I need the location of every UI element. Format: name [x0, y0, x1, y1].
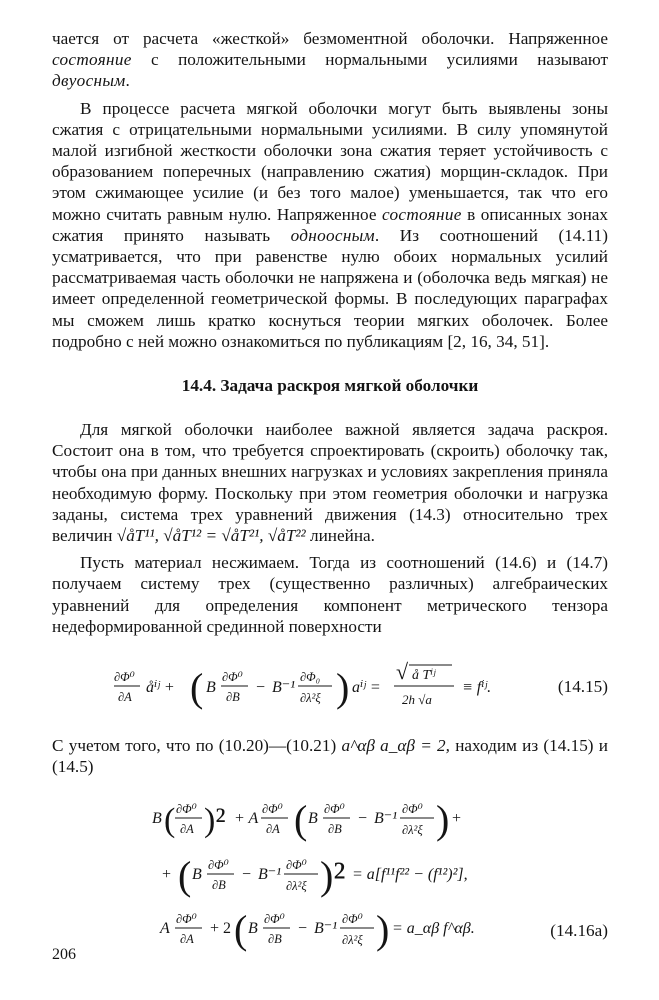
- equation-14-15: [52, 659, 608, 715]
- svg-text:−: −: [358, 810, 368, 828]
- svg-text:∂A: ∂A: [180, 822, 194, 837]
- svg-text:∂Φ⁰: ∂Φ⁰: [222, 670, 243, 685]
- svg-text:∂B: ∂B: [268, 932, 282, 947]
- inline-math-tensor-components: √åT¹¹, √åT¹² = √åT²¹, √åT²²: [116, 526, 306, 546]
- paragraph-1: чается от расчета «жесткой» безмоментной оболочки. Напряженное состояние с положительными нормальными усилиями называют двуосным.: [52, 29, 608, 91]
- svg-text:∂λ²ξ: ∂λ²ξ: [402, 823, 423, 838]
- svg-text:B⁻¹: B⁻¹: [374, 810, 398, 828]
- svg-text:B⁻¹: B⁻¹: [314, 920, 338, 938]
- svg-text:B⁻¹: B⁻¹: [258, 866, 282, 884]
- svg-text:∂Φ⁰: ∂Φ⁰: [264, 912, 285, 927]
- svg-text:∂Φ⁰: ∂Φ⁰: [342, 912, 363, 927]
- svg-text:∂λ²ξ: ∂λ²ξ: [300, 691, 321, 706]
- svg-text:∂Φ⁰: ∂Φ⁰: [114, 670, 135, 685]
- svg-text:(: (: [234, 907, 248, 953]
- svg-text:+: +: [452, 810, 462, 828]
- svg-text:A: A: [160, 920, 170, 938]
- svg-text:+ 2: + 2: [210, 920, 232, 938]
- section-heading: 14.4. Задача раскроя мягкой оболочки: [181, 376, 479, 396]
- equation-14-16a: [52, 793, 608, 953]
- emphasis-state-2: состояние: [382, 204, 462, 224]
- svg-text:(: (: [294, 797, 308, 843]
- equation-14-15-render: [114, 659, 584, 715]
- svg-text:= a_αβ f^αβ.: = a_αβ f^αβ.: [392, 920, 475, 938]
- inline-math-metric-contraction: a^αβ a_αβ = 2,: [341, 736, 450, 756]
- svg-text:(: (: [178, 853, 192, 899]
- svg-text:−: −: [242, 866, 252, 884]
- svg-text:−: −: [298, 920, 308, 938]
- svg-text:= a[f¹¹f²² − (f¹²)²],: = a[f¹¹f²² − (f¹²)²],: [352, 866, 468, 884]
- paragraph-2: В процессе расчета мягкой оболочки могут быть выявлены зоны сжатия с отрицательными нормальными усилиями. В силу упомянутой малой изгибной жесткости оболочки зона сжатия теряет устойчивость с образованием поперечных (направлению сжатия) морщин-складок. При этом сжимающее усилие (и без того малое) уменьшается, так что его можно считать равным нулю. Напряженное состояние в описанных зонах сжатия принято называть одноосным. Из соотношений (14.11) усматривается, что при равенстве нулю обоих нормальных усилий рассматриваемая часть оболочки не напряжена и (оболочка ведь мягкая) не имеет определенной геометрической формы. В последующих параграфах мы сможем лишь кратко коснуться теории мягких оболочек. Более подробно с ней можно ознакомиться по публикациям [2, 16, 34, 51].: [52, 98, 608, 351]
- emphasis-biaxial: двуосным: [52, 71, 126, 91]
- svg-text:∂Φ⁰: ∂Φ⁰: [262, 802, 283, 817]
- svg-text:)²: )²: [320, 853, 346, 899]
- equation-number-14-16a: (14.16a): [550, 921, 608, 941]
- equation-number-14-15: (14.15): [557, 677, 608, 697]
- svg-text:(: (: [164, 802, 176, 840]
- svg-text:∂λ²ξ: ∂λ²ξ: [286, 879, 307, 894]
- svg-text:∂A: ∂A: [266, 822, 280, 837]
- svg-text:−: −: [256, 679, 266, 697]
- svg-text:∂Φ⁰: ∂Φ⁰: [286, 858, 307, 873]
- svg-text:aⁱʲ =: aⁱʲ =: [352, 679, 381, 697]
- svg-text:∂Φ⁰: ∂Φ⁰: [176, 912, 197, 927]
- svg-text:∂Φ⁰: ∂Φ⁰: [324, 802, 345, 817]
- page-number: 206: [52, 946, 76, 963]
- svg-text:B: B: [192, 866, 202, 884]
- svg-text:+: +: [162, 866, 172, 884]
- equation-14-16a-line3: [52, 793, 53, 794]
- paragraph-4: Пусть материал несжимаем. Тогда из соотношений (14.6) и (14.7) получаем систему трех (существенно различных) алгебраических уравнений для определения компонент метрического тензора недеформированной срединной поверхности: [52, 553, 608, 636]
- svg-text:): ): [376, 907, 390, 953]
- svg-text:∂Φ⁰: ∂Φ⁰: [208, 858, 229, 873]
- svg-text:∂Φ₀: ∂Φ₀: [300, 670, 321, 685]
- svg-text:B: B: [308, 810, 318, 828]
- svg-text:∂λ²ξ: ∂λ²ξ: [342, 933, 363, 948]
- svg-text:∂A: ∂A: [118, 690, 132, 705]
- svg-text:∂B: ∂B: [226, 690, 240, 705]
- svg-text:): ): [436, 797, 450, 843]
- equation-14-15-text: [52, 659, 53, 660]
- svg-text:√: √: [396, 659, 409, 685]
- page-body: [52, 28, 608, 953]
- svg-text:2h √a: 2h √a: [402, 692, 432, 708]
- svg-text:åⁱʲ +: åⁱʲ +: [146, 679, 175, 697]
- svg-text:å Tⁱʲ: å Tⁱʲ: [412, 668, 436, 684]
- svg-text:B⁻¹: B⁻¹: [272, 679, 296, 697]
- paragraph-5: С учетом того, что по (10.20)—(10.21) a^αβ a_αβ = 2, находим из (14.15) и (14.5): [52, 736, 608, 777]
- svg-text:B: B: [248, 920, 258, 938]
- svg-text:≡ fⁱʲ.: ≡ fⁱʲ.: [462, 679, 492, 697]
- emphasis-uniaxial: одноосным: [290, 225, 375, 245]
- svg-text:∂B: ∂B: [328, 822, 342, 837]
- svg-text:∂B: ∂B: [212, 878, 226, 893]
- paragraph-3: Для мягкой оболочки наиболее важной является задача раскроя. Состоит она в том, что требуется спроектировать (скроить) оболочку так, чтобы она при данных внешних нагрузках и условиях закрепления приняла необходимую форму. Поскольку при этом геометрия оболочки и нагрузка заданы, система трех уравнений движения (14.3) относительно трех величин √åT¹¹, √åT¹² = √åT²¹, √åT²² линейна.: [52, 420, 608, 546]
- svg-text:∂Φ⁰: ∂Φ⁰: [176, 802, 197, 817]
- svg-text:∂Φ⁰: ∂Φ⁰: [402, 802, 423, 817]
- emphasis-state: состояние: [52, 50, 132, 70]
- svg-text:B: B: [152, 810, 162, 828]
- svg-text:): ): [336, 665, 350, 711]
- svg-text:)²: )²: [204, 802, 226, 840]
- svg-text:B: B: [206, 679, 216, 697]
- svg-text:(: (: [190, 665, 204, 711]
- svg-text:+ A: + A: [234, 810, 259, 828]
- equation-14-16a-render: [102, 793, 572, 953]
- svg-text:∂A: ∂A: [180, 932, 194, 947]
